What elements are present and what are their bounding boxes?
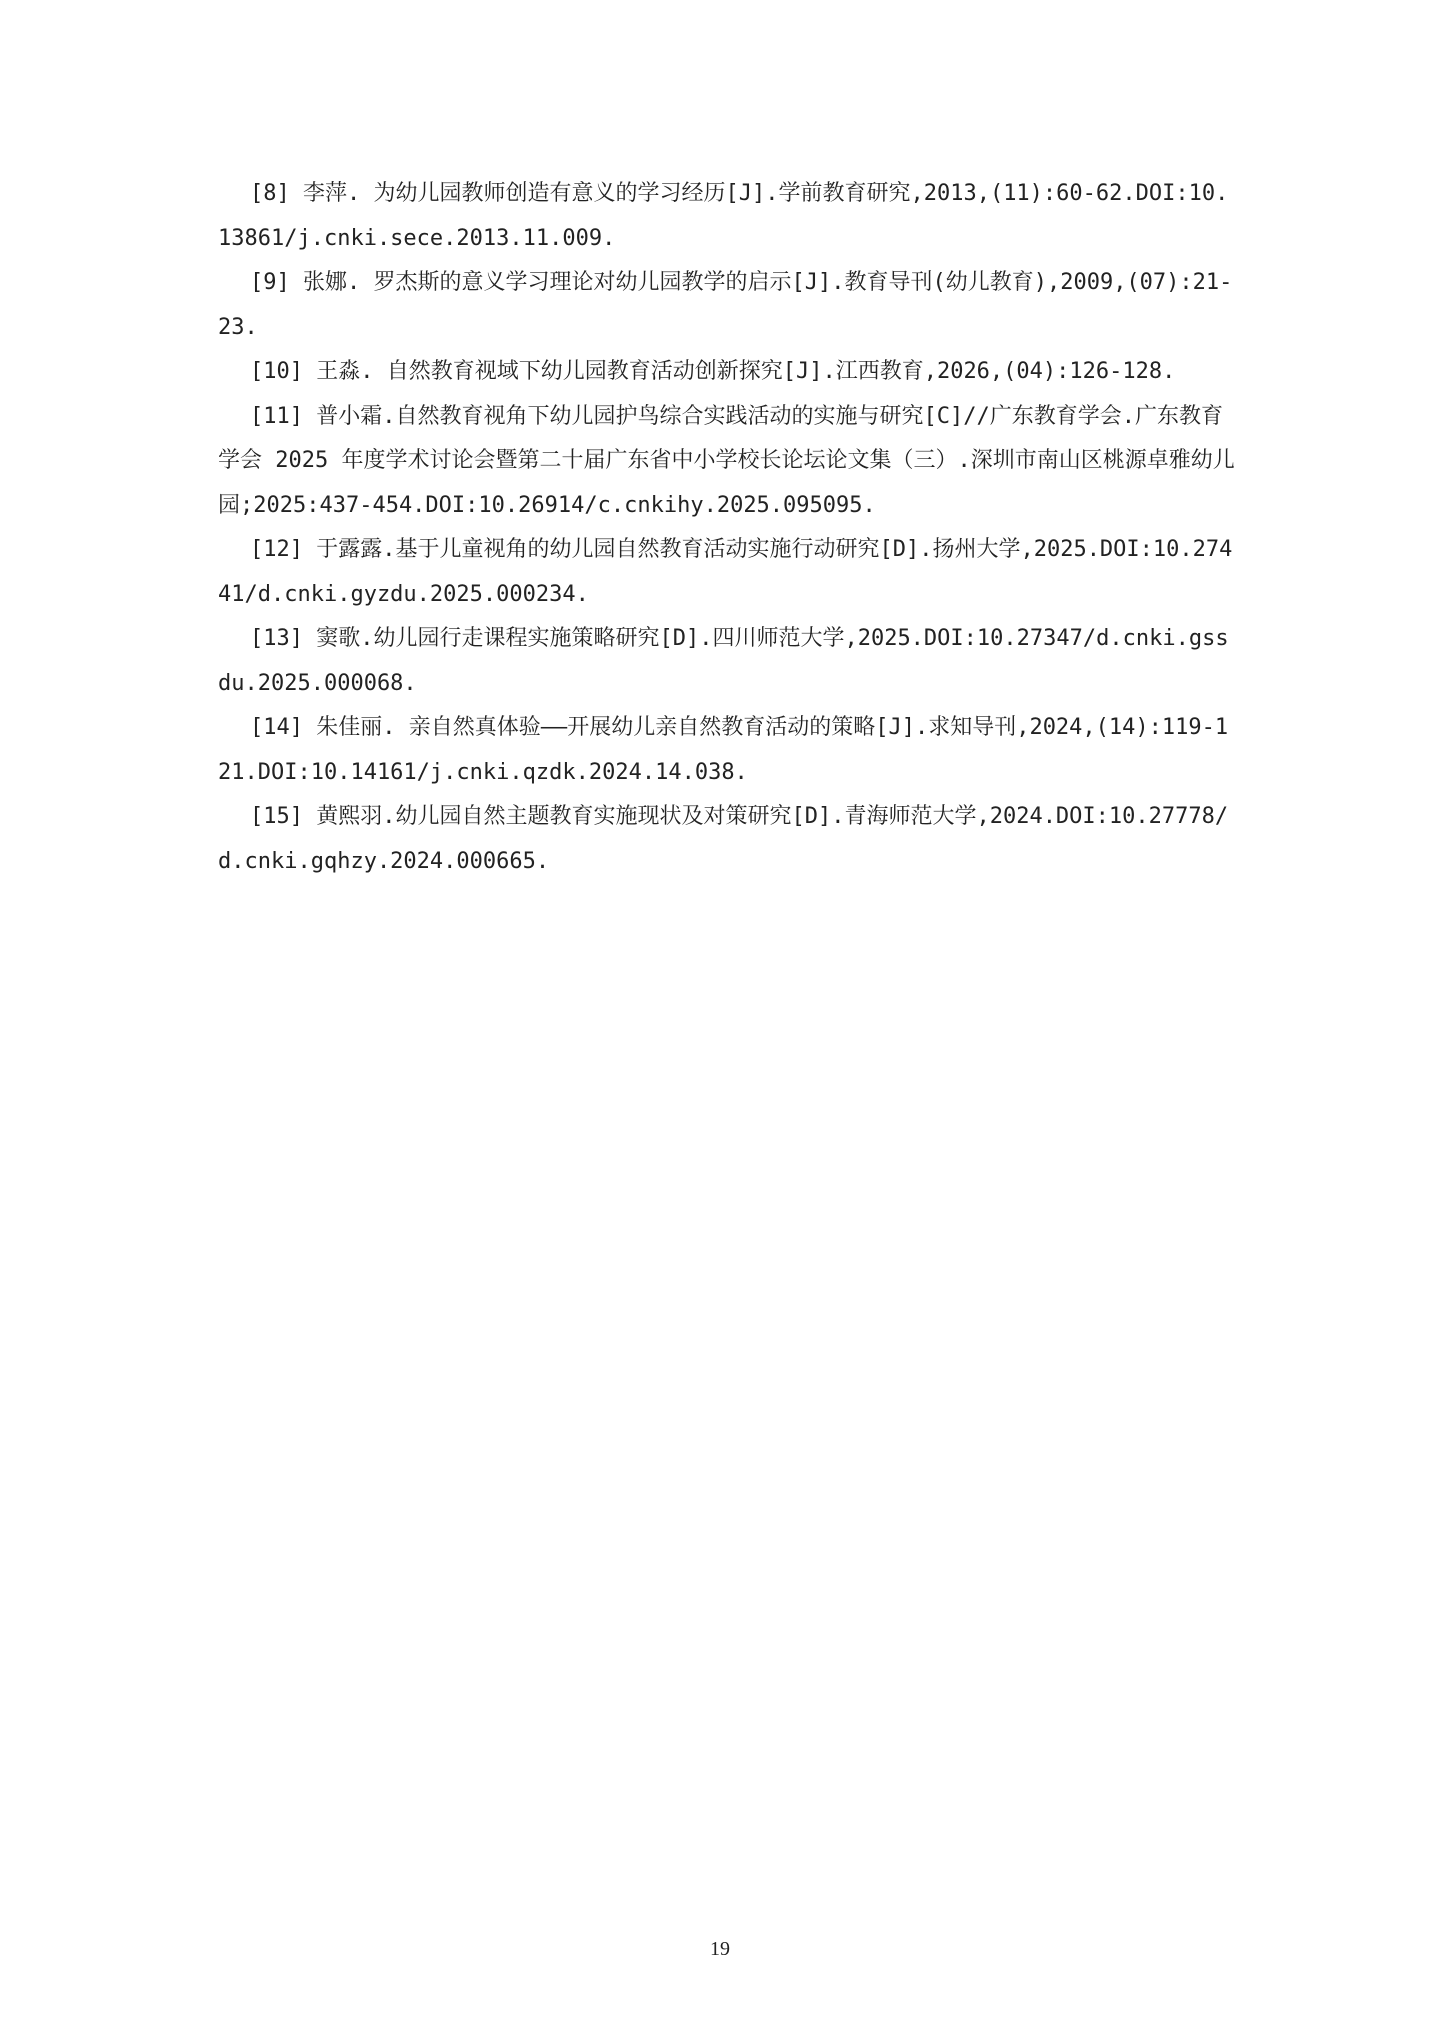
reference-number: [12] [250, 537, 303, 562]
reference-number: [9] [250, 270, 290, 295]
reference-entry [218, 261, 1238, 350]
reference-text: 普小霜.自然教育视角下幼儿园护鸟综合实践活动的实施与研究[C]//广东教育学会.广东教育学会 2025 年度学术讨论会暨第二十届广东省中小学校长论坛论文集（三）.深圳市南山区桃源卓雅幼儿园;2025:437-454.DOI:10.26914/c.cnkihy.2025.095095. [218, 403, 1235, 518]
reference-text: 窦歌.幼儿园行走课程实施策略研究[D].四川师范大学,2025.DOI:10.27347/d.cnki.gssdu.2025.000068. [218, 626, 1229, 696]
reference-entry [218, 617, 1238, 706]
reference-number: [8] [250, 181, 290, 206]
reference-number: [15] [250, 804, 303, 829]
reference-text: 李萍. 为幼儿园教师创造有意义的学习经历[J].学前教育研究,2013,(11):60-62.DOI:10.13861/j.cnki.sece.2013.11.009. [218, 181, 1229, 251]
page-number: 19 [710, 1938, 730, 1960]
reference-text: 王淼. 自然教育视域下幼儿园教育活动创新探究[J].江西教育,2026,(04):126-128. [316, 359, 1176, 384]
reference-number: [11] [250, 403, 303, 429]
reference-text: 朱佳丽. 亲自然真体验——开展幼儿亲自然教育活动的策略[J].求知导刊,2024,(14):119-121.DOI:10.14161/j.cnki.qzdk.2024.14.038. [218, 715, 1229, 785]
reference-entry [218, 528, 1238, 617]
reference-text: 黄熙羽.幼儿园自然主题教育实施现状及对策研究[D].青海师范大学,2024.DOI:10.27778/d.cnki.gqhzy.2024.000665. [218, 804, 1229, 874]
reference-text: 张娜. 罗杰斯的意义学习理论对幼儿园教学的启示[J].教育导刊(幼儿教育),2009,(07):21-23. [218, 270, 1233, 340]
reference-number: [10] [250, 359, 303, 384]
reference-text: 于露露.基于儿童视角的幼儿园自然教育活动实施行动研究[D].扬州大学,2025.DOI:10.27441/d.cnki.gyzdu.2025.000234. [218, 537, 1233, 607]
reference-entry [218, 350, 1238, 395]
reference-entry [218, 395, 1238, 529]
reference-entry [218, 795, 1238, 884]
reference-list [218, 172, 1238, 884]
reference-number: [13] [250, 626, 303, 651]
reference-entry [218, 172, 1238, 261]
reference-entry [218, 706, 1238, 795]
reference-number: [14] [250, 715, 303, 740]
